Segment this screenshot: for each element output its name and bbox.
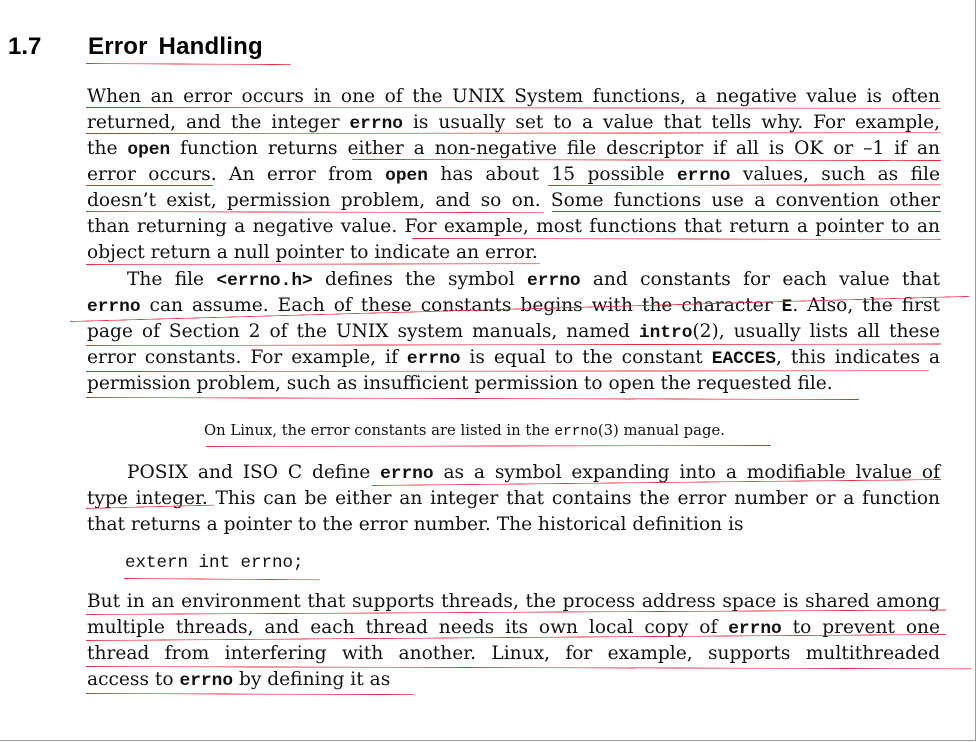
text-line: POSIX and ISO C define errno as a symbol expanding into a modifiable lvalue of	[127, 462, 940, 484]
text-line: error occurs. An error from open has about 15 possible errno values, such as file	[87, 164, 940, 186]
text-line: error constants. For example, if errno is equal to the constant EACCES, this indicates a	[87, 347, 941, 369]
text-line: object return a null pointer to indicate an error.	[87, 242, 538, 263]
text-line: doesn’t exist, permission problem, and so on. Some functions use a convention other	[87, 190, 940, 211]
text-line: type integer. This can be either an integer that contains the error number or a function	[87, 488, 940, 509]
underline-mark	[552, 211, 941, 212]
text-line: access to errno by defining it as	[87, 669, 391, 691]
text-line: But in an environment that supports threads, the process address space is shared among	[87, 591, 940, 612]
text-line: page of Section 2 of the UNIX system manuals, named intro(2), usually lists all these	[87, 321, 940, 343]
text-line: than returning a negative value. For example, most functions that return a pointer to an	[87, 216, 940, 237]
text-line: The file <errno.h> defines the symbol errno and constants for each value that	[127, 269, 940, 291]
text-line: returned, and the integer errno is usually set to a value that tells why. For example,	[87, 112, 940, 134]
code-block: extern int errno;	[125, 553, 304, 573]
section-title: Error Handling	[88, 33, 263, 60]
text-line: permission problem, such as insufficient permission to open the requested file.	[87, 373, 833, 394]
linux-note: On Linux, the error constants are listed in the errno(3) manual page.	[204, 422, 725, 440]
text-line: When an error occurs in one of the UNIX System functions, a negative value is often	[87, 86, 940, 107]
text-line: that returns a pointer to the error number. The historical definition is	[87, 514, 744, 535]
underline-mark	[86, 185, 213, 186]
text-line: thread from interfering with another. Linux, for example, supports multithreaded	[87, 643, 940, 664]
text-line: multiple threads, and each thread needs its own local copy of errno to prevent one	[87, 617, 940, 639]
section-number: 1.7	[8, 33, 42, 60]
text-line: errno can assume. Each of these constants begins with the character E. Also, the first	[87, 295, 940, 317]
text-line: the open function returns either a non-negative file descriptor if all is OK or –1 if an	[87, 138, 940, 160]
